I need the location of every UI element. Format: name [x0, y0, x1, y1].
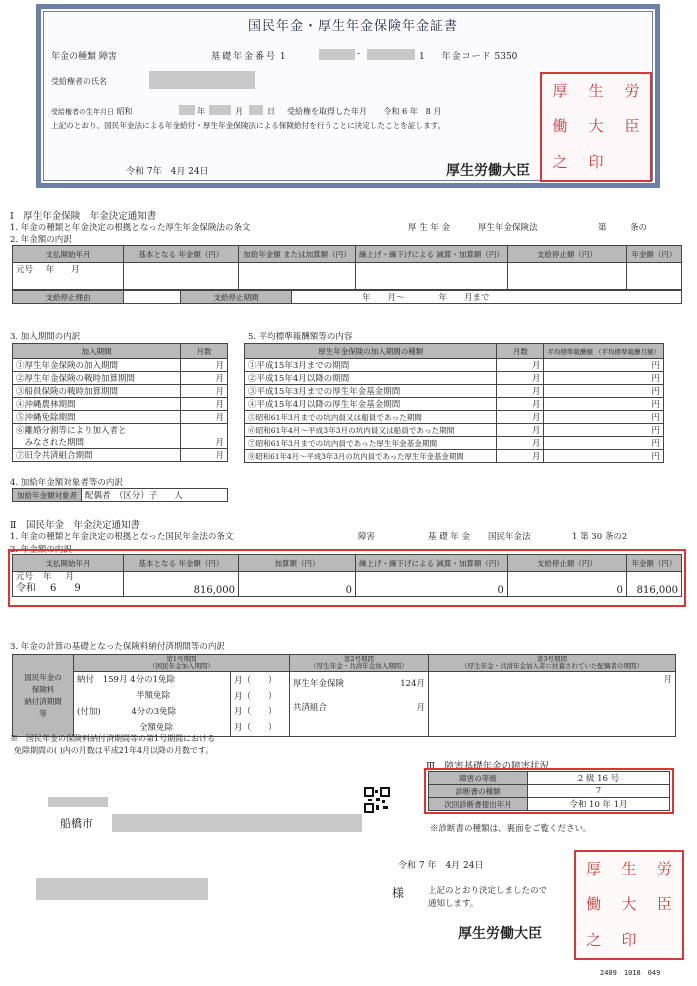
kosei-row-start	[13, 263, 124, 290]
payment-kosei: 厚生年金保険 共済組合	[290, 672, 387, 737]
kakyu-heading: 4. 加給年金額対象者等の内訳	[10, 478, 123, 488]
disability-note: ※診断書の種類は、裏面をご覧ください。	[430, 824, 592, 834]
enrollment-row-7: ⑦旧令共済組合期間	[13, 449, 181, 462]
enrollment-row-6b: みなされた期間	[13, 436, 181, 449]
kosei-item1: 1. 年金の種類と年金決定の根拠となった厚生年金保険法の条文	[10, 223, 251, 233]
kokumin-item1-type: 障害	[358, 532, 376, 542]
notice-date: 令和 7 年 4月 24日	[398, 861, 484, 871]
kokumin-col-start: 支払開始年月	[13, 555, 124, 572]
enrollment-row-4: ④沖縄農林期間	[13, 398, 181, 411]
redacted-number-1	[319, 49, 355, 60]
kosei-amount-table	[12, 245, 682, 290]
redacted-birth-day	[249, 105, 263, 115]
payment-table: 国民年金の 保険料 納付済期間 等 第1号期間 （国民年金加入期間） 第2号期間 （厚生年金・共済年金加入期間） 第3号期間 （厚生年金・共済年金加入者に扶養されていた配偶者の期間） 納付 159月 4分の1免除 月（ ） 厚生年金保険 共済組合 124月 月 月 半額免除 月（ ） (付加) 4分の3免除 全額免除 月（ ） 月（ ）	[12, 654, 676, 737]
basic-number-prefix: 1	[279, 52, 286, 62]
certificate-minister: 厚生労働大臣	[446, 163, 530, 179]
kosei-col-stop: 支給停止額（円）	[507, 246, 626, 263]
certificate-statement: 上記のとおり、国民年金法による年金給付・厚生年金保険法による保険給付を行うことに決定したことを証します。	[51, 121, 446, 130]
kokumin-col-stop: 支給停止額（円）	[507, 555, 626, 572]
recipient-sama: 様	[392, 886, 405, 900]
birth-label: 受給権者の生年月日	[51, 108, 114, 116]
kokumin-total-amount: 816,000	[626, 572, 681, 597]
kosei-col-adjust: 繰上げ・繰下げによる 減算・加算額（円）	[356, 246, 508, 263]
disability-heading: Ⅲ 障害基礎年金の障害状況	[426, 761, 550, 772]
payment-half: 半額免除	[74, 688, 231, 704]
kosei-row-year: 年	[45, 265, 55, 275]
redacted-number-2	[367, 49, 415, 60]
stop-reason-label: 支給停止理由	[13, 291, 124, 304]
kosei-item1-subarticle: 条の	[630, 223, 648, 233]
kokumin-year: 6	[50, 583, 57, 594]
certificate-date: 令和 7年 4月 24日	[126, 167, 209, 177]
qr-code-icon	[364, 787, 390, 813]
kosei-col-addition: 加給年金額 または加算額（円）	[239, 246, 356, 263]
redacted-address	[112, 814, 362, 832]
kokumin-item1: 1. 年金の種類と年金決定の根拠となった国民年金法の条文	[10, 532, 234, 542]
kokumin-base-amount: 816,000	[124, 572, 239, 597]
kokumin-item1-kind: 基 礎 年 金	[428, 532, 471, 542]
payment-threequarter: (付加) 4分の3免除 全額免除	[74, 704, 231, 737]
birth-month-unit: 月	[235, 107, 243, 116]
notice-minister: 厚生労働大臣	[458, 926, 542, 942]
kakyu-value: 配偶者 （区分）子 人	[82, 489, 228, 502]
enrollment-row-5: ⑤沖縄免除期間	[13, 411, 181, 424]
official-seal-top: 厚 生 労 働 大 臣 之 印	[540, 72, 652, 182]
average-heading: 5. 平均標準報酬額等の内容	[248, 332, 353, 342]
footer-code: 2409 1018 049	[600, 969, 661, 977]
holder-name-label: 受給権者の氏名	[51, 77, 107, 86]
disability-next-value: 令和 10 年 1月	[528, 798, 670, 811]
enrollment-row-1: ①厚生年金保険の加入期間	[13, 359, 181, 372]
basic-number-label: 基礎年金番号	[211, 52, 278, 62]
enrollment-col-months: 月数	[181, 344, 228, 359]
payment-col2-header: 第2号期間 （厚生年金・共済年金加入期間）	[290, 655, 429, 672]
enrollment-col-period: 加入期間	[13, 344, 181, 359]
kosei-row-era: 元号	[16, 265, 34, 275]
birth-era: 昭和	[116, 107, 133, 116]
kosei-col-total: 年金額（円）	[626, 246, 681, 263]
acquired-label: 受給権を取得した年月	[287, 107, 367, 116]
kokumin-stop-amount: 0	[507, 572, 626, 597]
disability-grade-value: 2 級 16 号	[528, 772, 670, 785]
kokumin-row-start: 元号 年 月 令和 6 9	[13, 572, 124, 597]
certificate-title: 国民年金・厚生年金保険年金証書	[247, 19, 458, 34]
redacted-birth-month	[209, 105, 231, 115]
kokumin-col-total: 年金額（円）	[626, 555, 681, 572]
kokumin-heading: Ⅱ 国民年金 年金決定通知書	[10, 520, 140, 531]
redacted-birth-year	[179, 105, 195, 115]
kosei-item1-article: 第	[598, 223, 607, 233]
kokumin-item2: 2. 年金額の内訳	[10, 545, 72, 555]
basic-number-separator: -	[357, 49, 361, 59]
average-table: 厚生年金保険の加入期間の種類 月数 平均標準報酬額 （平均標準報酬月額） ①平成15年3月までの期間 月 円 ②平成15年4月以降の期間 月 円 ③平成15年3月までの厚生年金基金期間 月 円 ④平成15年4月以降の厚生年金基金期間 月 円 ⑤昭和61年3月までの坑内員又は船員であった期間 月 円 ⑥昭和61年4月～平成3年3月の坑内員又は船員であった期間 月 円 ⑦昭和61年3月までの坑内員であった厚生年金基金期間 月 円 ⑧昭和61年4月～平成3年3月の坑内員であった厚生年金基金期間 月 円	[244, 343, 664, 463]
enrollment-heading: 3. 加入期間の内訳	[10, 332, 81, 342]
kosei-col-start: 支払開始年月	[13, 246, 124, 263]
kakyu-table	[12, 488, 228, 502]
kokumin-item1-law: 国民年金法	[488, 532, 531, 542]
address-city: 船橋市	[60, 817, 93, 830]
enrollment-row-6a: ⑥離婚分割等により加入者と	[13, 424, 181, 437]
disability-next-label: 次回診断書提出年月	[429, 798, 528, 811]
kokumin-amount-table	[12, 554, 682, 597]
kakyu-label: 加給年金額対象者	[13, 489, 82, 502]
average-col-months: 月数	[497, 344, 544, 359]
pension-type: 障害	[98, 52, 117, 62]
payment-col3-header: 第3号期間 （厚生年金・共済年金加入者に扶養されていた配偶者の期間）	[429, 655, 676, 672]
redacted-holder-name	[149, 71, 255, 89]
kokumin-addition-amount: 0	[239, 572, 356, 597]
kokumin-era: 令和	[16, 583, 36, 594]
stop-period-value: 年 月～ 年 月まで	[292, 291, 682, 304]
kokumin-adjust-amount: 0	[356, 572, 508, 597]
kosei-row-month: 月	[70, 265, 80, 275]
birth-year-unit: 年	[197, 107, 205, 116]
enrollment-row-3: ③船員保険の戦時加算期間	[13, 385, 181, 398]
redacted-recipient	[36, 878, 208, 900]
average-col-type: 厚生年金保険の加入期間の種類	[245, 344, 497, 359]
enrollment-table: 加入期間 月数 ①厚生年金保険の加入期間 月 ②厚生年金保険の戦時加算期間 月 ③船員保険の戦時加算期間 月 ④沖縄農林期間 月 ⑤沖縄免除期間 月 ⑥離婚分割等により加入者と みなされた期間 月 ⑦旧令共済組合期間 月	[12, 343, 228, 462]
pension-type-label: 年金の種類	[51, 52, 97, 62]
disability-form-label: 診断書の種類	[429, 785, 528, 798]
disability-grade-label: 障害の等級	[429, 772, 528, 785]
payment-note-2: 免除期間の( )内の月数は平成21年4月以降の月数です。	[14, 746, 214, 755]
pension-code-label: 年金コード	[441, 52, 492, 62]
kokumin-col-adjust: 繰上げ・繰下げによる 減算・加算額（円）	[356, 555, 508, 572]
kokumin-item1-article: 1 第 30 条の2	[572, 532, 628, 542]
official-seal-bottom: 厚 生 労 働 大 臣 之 印	[574, 850, 684, 960]
enrollment-row-2: ②厚生年金保険の戦時加算期間	[13, 372, 181, 385]
decision-line-1: 上記のとおり決定しましたので	[428, 886, 548, 896]
payment-side-label: 国民年金の 保険料 納付済期間 等	[13, 655, 74, 737]
kosei-item1-law: 厚生年金保険法	[478, 223, 538, 233]
pension-code: 5350	[494, 52, 518, 62]
kokumin-col-addition: 加算額（円）	[239, 555, 356, 572]
decision-line-2: 通知します。	[428, 899, 479, 909]
kosei-item2: 2. 年金額の内訳	[10, 235, 72, 245]
payment-heading: 3. 年金の計算の基礎となった保険料納付済期間等の内訳	[10, 642, 225, 652]
kosei-col-base: 基本となる 年金額（円）	[124, 246, 239, 263]
disability-form-value: 7	[528, 785, 670, 798]
kokumin-col-base: 基本となる 年金額（円）	[124, 555, 239, 572]
kosei-stop-table	[12, 290, 682, 304]
payment-third-value: 月	[429, 672, 676, 737]
disability-table	[428, 771, 670, 811]
redacted-postal	[48, 797, 108, 807]
payment-paid: 納付 159月 4分の1免除	[74, 672, 231, 689]
birth-day-unit: 日	[267, 107, 275, 116]
kosei-item1-type: 厚 生 年 金	[408, 223, 451, 233]
payment-note-1: ※ 国民年金の保険料納付済期間等の第1号期間における	[10, 734, 216, 743]
acquired-value: 令和 6 年 8 月	[383, 107, 442, 116]
average-col-amount: 平均標準報酬額 （平均標準報酬月額）	[544, 344, 664, 359]
payment-col1-header: 第1号期間 （国民年金加入期間）	[74, 655, 290, 672]
basic-number-suffix: 1	[419, 52, 425, 62]
stop-period-label: 支給停止期間	[181, 291, 292, 304]
kokumin-month: 9	[74, 583, 81, 594]
kosei-heading: Ⅰ 厚生年金保険 年金決定通知書	[10, 211, 157, 222]
